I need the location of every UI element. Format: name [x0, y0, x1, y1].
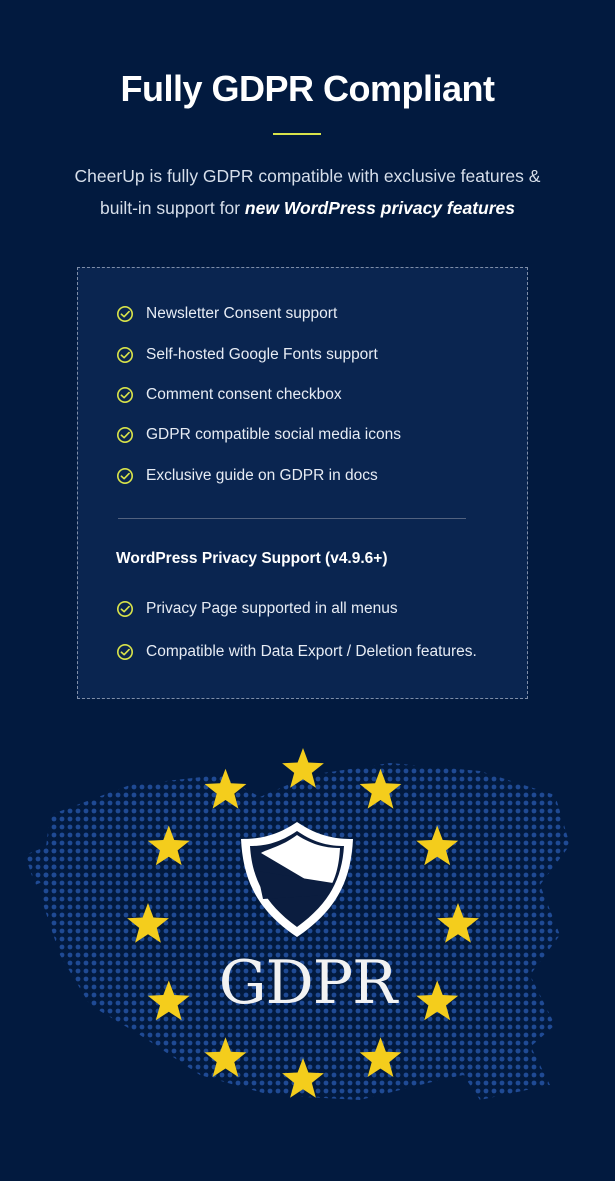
- feature-item: [116, 423, 401, 447]
- wp-feature-label: Privacy Page supported in all menus: [146, 600, 398, 617]
- check-circle-icon: [116, 600, 134, 618]
- wp-feature-item: [116, 597, 398, 621]
- wp-feature-item: [116, 640, 477, 664]
- feature-label: Exclusive guide on GDPR in docs: [146, 467, 378, 484]
- check-circle-icon: [116, 305, 134, 323]
- wp-feature-label: Compatible with Data Export / Deletion features.: [146, 643, 477, 660]
- feature-item: [116, 383, 342, 407]
- feature-item: [116, 343, 378, 367]
- page-title: Fully GDPR Compliant: [120, 68, 495, 109]
- check-circle-icon: [116, 643, 134, 661]
- gdpr-label: GDPR: [218, 948, 397, 1018]
- wp-privacy-heading: WordPress Privacy Support (v4.9.6+): [116, 550, 388, 567]
- feature-item: [116, 302, 337, 326]
- intro-line-2-prefix: built-in support for: [99, 198, 245, 218]
- feature-label: Self-hosted Google Fonts support: [146, 346, 378, 363]
- intro-line-2-emphasis: new WordPress privacy features: [244, 198, 515, 218]
- intro-text: [30, 160, 585, 224]
- feature-label: Comment consent checkbox: [146, 386, 342, 403]
- check-circle-icon: [116, 426, 134, 444]
- section-divider: [118, 518, 466, 519]
- gdpr-illustration: [10, 735, 585, 1115]
- title-underline: [273, 133, 321, 135]
- feature-box: [77, 267, 528, 699]
- intro-line-1: CheerUp is fully GDPR compatible with exclusive features &: [74, 166, 541, 186]
- feature-item: [116, 464, 378, 488]
- feature-label: Newsletter Consent support: [146, 305, 338, 322]
- check-circle-icon: [116, 467, 134, 485]
- check-circle-icon: [116, 386, 134, 404]
- check-circle-icon: [116, 346, 134, 364]
- feature-label: GDPR compatible social media icons: [146, 426, 401, 443]
